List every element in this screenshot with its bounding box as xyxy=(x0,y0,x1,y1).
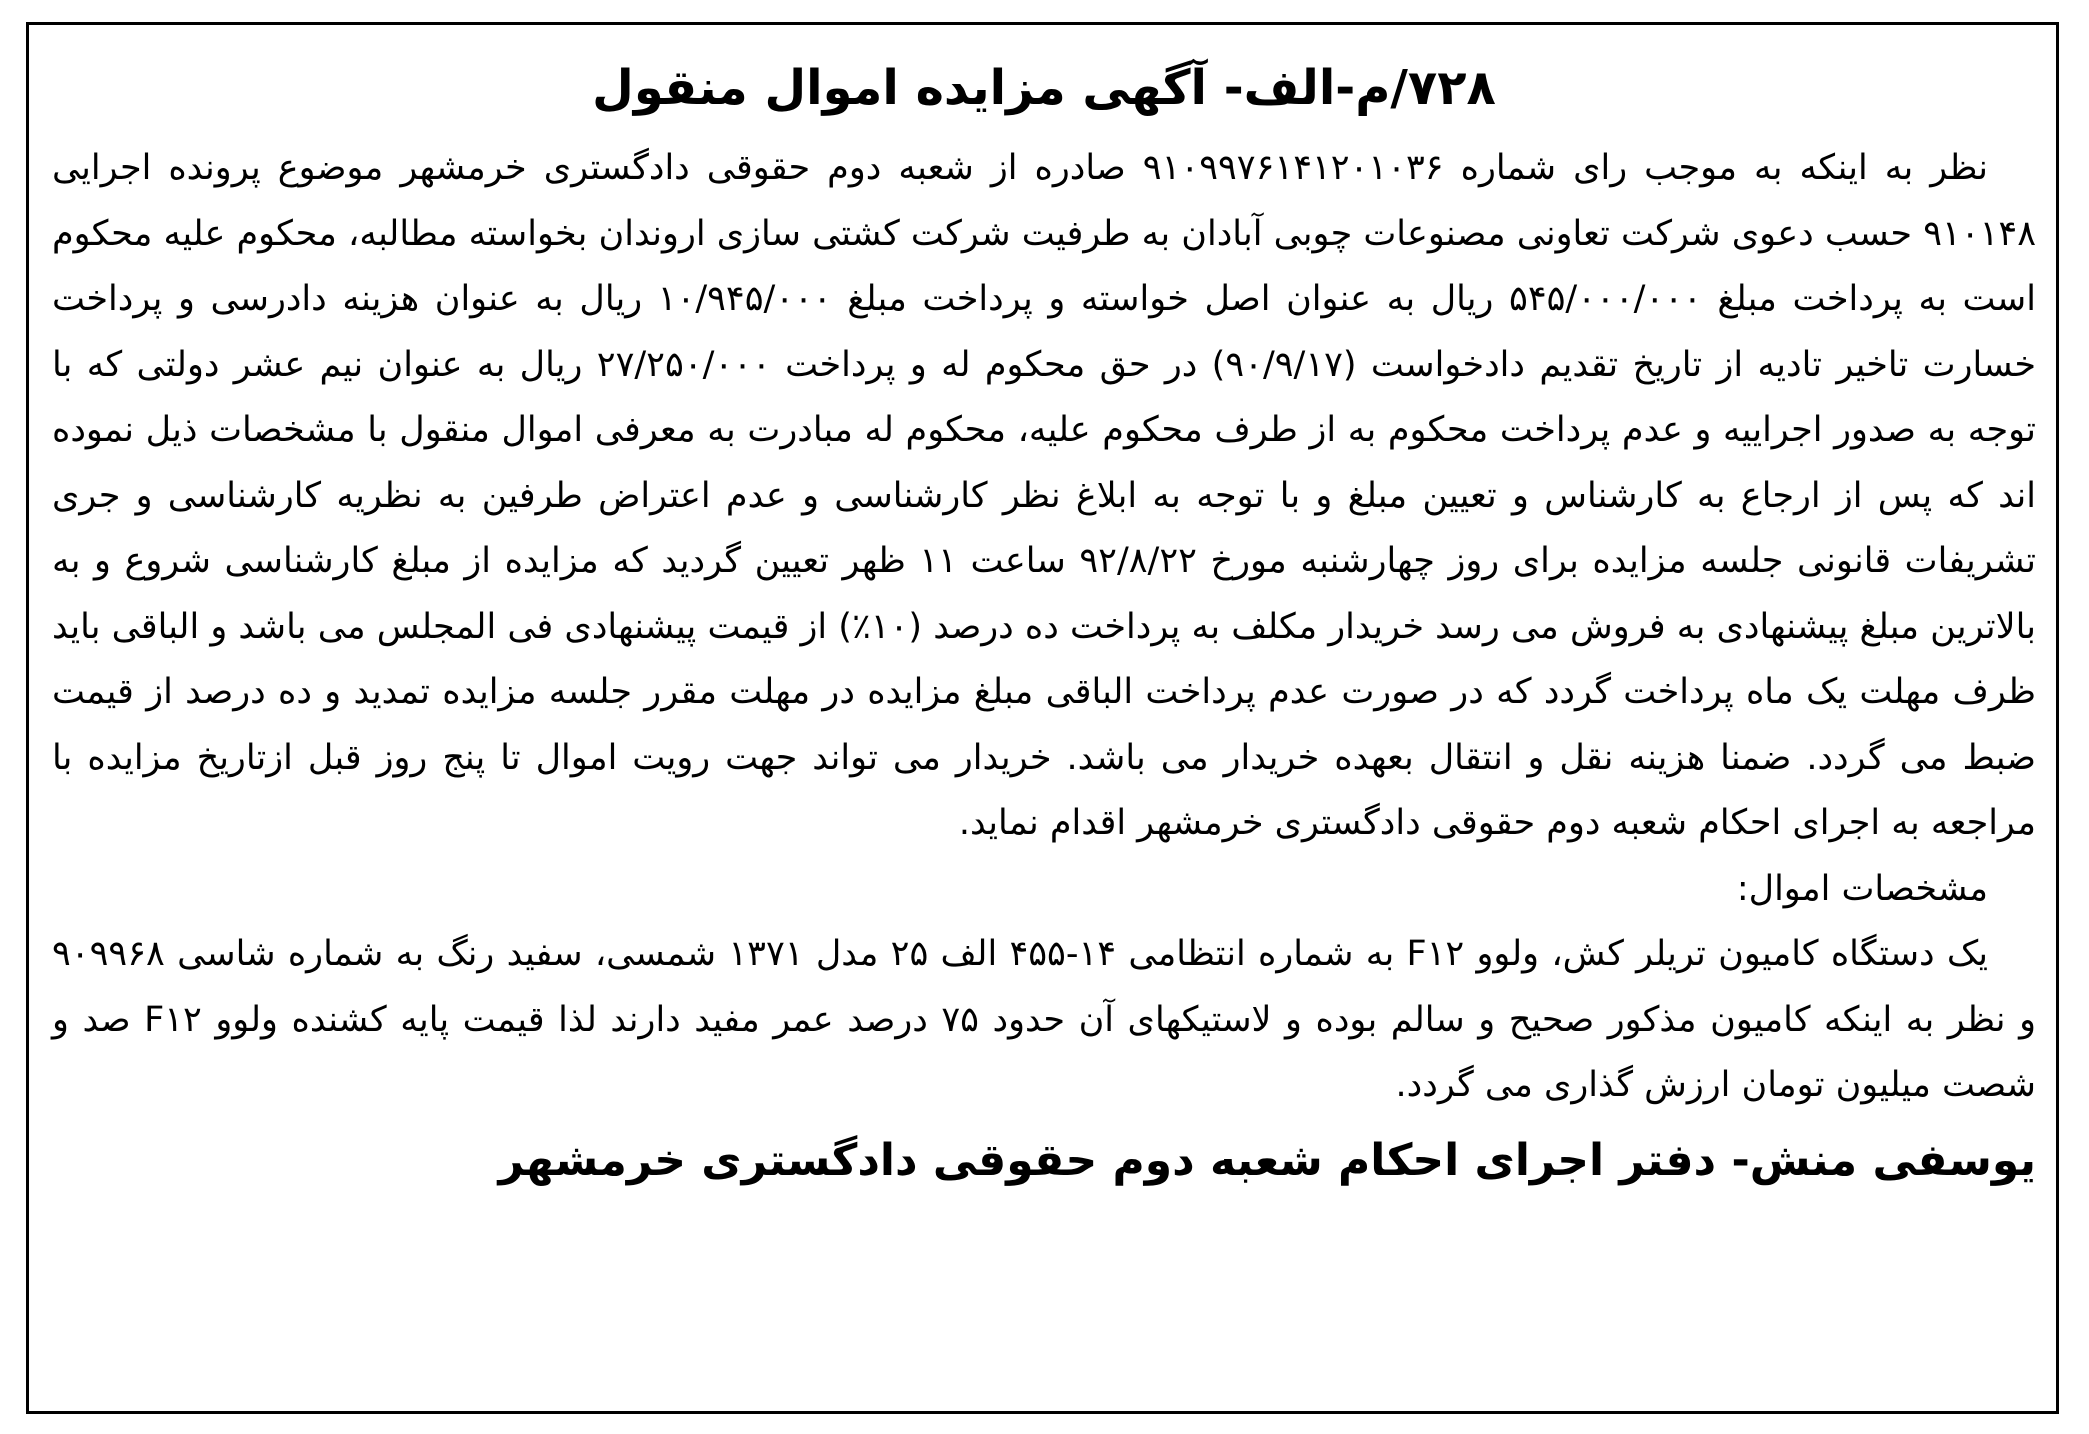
signature: یوسفی منش- دفتر اجرای احکام شعبه دوم حقوقی دادگستری خرمشهر xyxy=(498,1134,2036,1186)
specs-label: مشخصات اموال: xyxy=(1736,868,1988,909)
auction-notice xyxy=(52,36,2036,1197)
specs-text: یک دستگاه کامیون تریلر کش، ولوو F۱۲ به شماره انتظامی ۱۴-۴۵۵ الف ۲۵ مدل ۱۳۷۱ شمسی، سفید رنگ به شماره شاسی ۹۰۹۹۶۸ و نظر به اینکه کامیون مذکور صحیح و سالم بوده و لاستیکهای آن حدود ۷۵ درصد عمر مفید دارند لذا قیمت پایه کشنده ولوو F۱۲ صد و شصت میلیون تومان ارزش گذاری می گردد. xyxy=(52,934,2036,1105)
notice-title: ۷۲۸/م-الف- آگهی مزایده اموال منقول xyxy=(592,60,1496,116)
notice-body: نظر به اینکه به موجب رای شماره ۹۱۰۹۹۷۶۱۴۱۲۰۱۰۳۶ صادره از شعبه دوم حقوقی دادگستری خرمشهر موضوع پرونده اجرایی ۹۱۰۱۴۸ حسب دعوی شرکت تعاونی مصنوعات چوبی آبادان به طرفیت شرکت کشتی سازی اروندان بخواسته مطالبه، محکوم علیه محکوم است به پرداخت مبلغ ۵۴۵/۰۰۰/۰۰۰ ریال به عنوان اصل خواسته و پرداخت مبلغ ۱۰/۹۴۵/۰۰۰ ریال به عنوان هزینه دادرسی و پرداخت خسارت تاخیر تادیه از تاریخ تقدیم دادخواست (۹۰/۹/۱۷) در حق محکوم له و پرداخت ۲۷/۲۵۰/۰۰۰ ریال به عنوان نیم عشر دولتی که با توجه به صدور اجراییه و عدم پرداخت محکوم به از طرف محکوم علیه، محکوم له مبادرت به معرفی اموال منقول با مشخصات ذیل نموده اند که پس از ارجاع به کارشناس و تعیین مبلغ و با توجه به ابلاغ نظر کارشناسی و عدم اعتراض طرفین به نظریه کارشناسی و جری تشریفات قانونی جلسه مزایده برای روز چهارشنبه مورخ ۹۲/۸/۲۲ ساعت ۱۱ ظهر تعیین گردید که مزایده از مبلغ کارشناسی شروع و به بالاترین مبلغ پیشنهادی به فروش می رسد خریدار مکلف به پرداخت ده درصد (۱۰٪) از قیمت پیشنهادی فی المجلس می باشد و الباقی باید ظرف مهلت یک ماه پرداخت گردد که در صورت عدم پرداخت الباقی مبلغ مزایده در مهلت مقرر جلسه مزایده تمدید و ده درصد از قیمت ضبط می گردد. ضمنا هزینه نقل و انتقال بعهده خریدار می باشد. خریدار می تواند جهت رویت اموال تا پنج روز قبل ازتاریخ مزایده با مراجعه به اجرای احکام شعبه دوم حقوقی دادگستری خرمشهر اقدام نماید. xyxy=(52,148,2037,843)
